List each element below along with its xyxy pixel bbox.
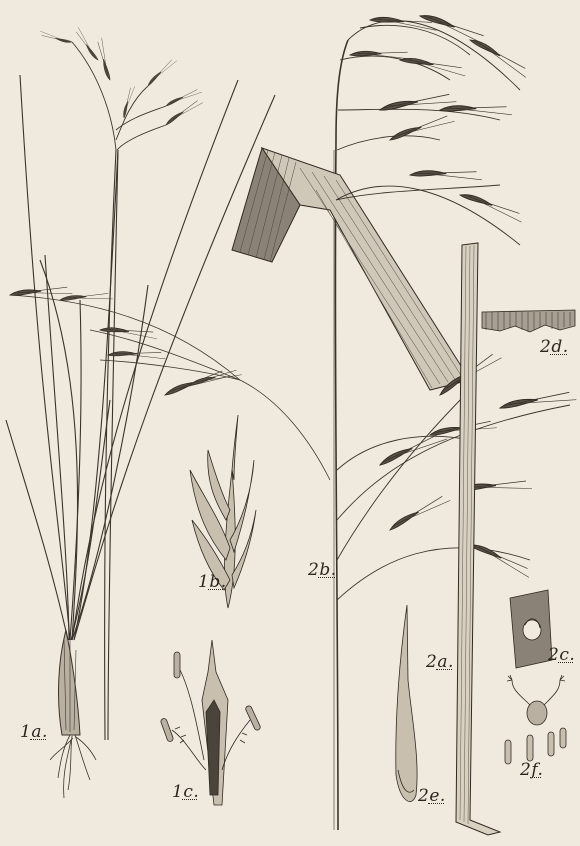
figure-2f-stamens: [505, 675, 566, 764]
panicle-1a: [39, 27, 204, 150]
figure-1a-whole-plant: [6, 27, 330, 798]
label-1a: 1a.: [20, 722, 48, 742]
basal-sheath: [59, 630, 80, 735]
label-2d: 2d.: [540, 337, 569, 357]
label-2b: 2b.: [308, 560, 337, 580]
label-2a: 2a.: [426, 652, 454, 672]
panicle-2b: [336, 8, 530, 245]
roots: [50, 735, 96, 798]
figure-2a-stem-section: [456, 243, 500, 835]
figure-2e-lemma: [396, 605, 417, 802]
label-1b: 1b.: [198, 572, 227, 592]
label-1c: 1c.: [172, 782, 200, 802]
label-2c: 2c.: [548, 645, 576, 665]
figure-1c-floret: [160, 640, 261, 805]
culms-and-leaves: [6, 75, 275, 740]
leaf-blade-2b: [232, 148, 470, 390]
label-2e: 2e.: [418, 786, 446, 806]
figure-2d-ligule: [482, 310, 575, 332]
culm-2b: [335, 40, 348, 830]
label-2f: 2f.: [520, 760, 544, 780]
figure-2c-ligule-detail: [510, 590, 552, 668]
spikelets-2b-lower: [337, 351, 577, 600]
